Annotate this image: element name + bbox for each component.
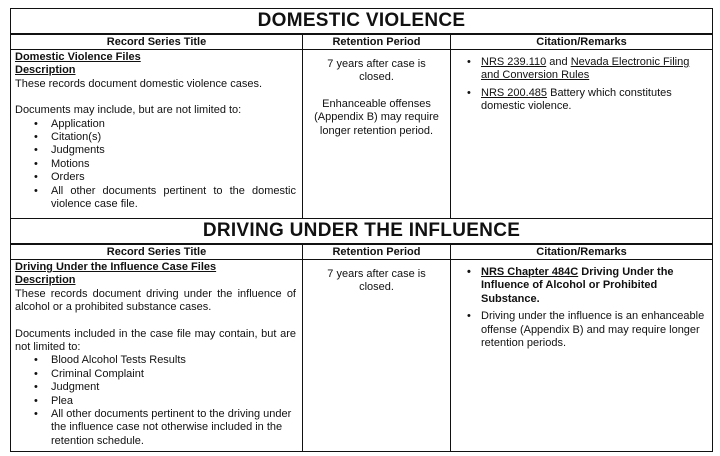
- citation-text: and: [546, 56, 571, 68]
- header-retention-period: Retention Period: [303, 35, 451, 50]
- section-title-domestic-violence: DOMESTIC VIOLENCE: [11, 9, 712, 34]
- header-retention-period: Retention Period: [303, 245, 451, 260]
- list-item: • Plea: [51, 395, 296, 408]
- citation-cell: [451, 260, 713, 452]
- citation-item: [481, 266, 706, 306]
- list-item: • Orders: [51, 171, 296, 184]
- retention-note: Enhanceable offenses (Appendix B) may require longer retention period.: [314, 97, 439, 137]
- list-item: • Blood Alcohol Tests Results: [51, 354, 296, 367]
- statute-link[interactable]: NRS Chapter 484C: [481, 266, 579, 278]
- statute-link[interactable]: NRS 200.485: [481, 86, 548, 99]
- list-item: • Motions: [51, 158, 296, 171]
- retention-period-text: 7 years after case is closed.: [327, 58, 426, 84]
- document-list: [15, 354, 296, 448]
- list-item: • All other documents pertinent to the driving under the influence case not otherwise included in the retention schedule.: [51, 408, 296, 448]
- citation-item: • Driving under the influence is an enhanceable offense (Appendix B) and may require longer retention periods.: [481, 310, 706, 350]
- header-record-series-title: Record Series Title: [11, 245, 303, 260]
- description-text: These records document driving under the influence of alcohol or a prohibited substance cases.: [15, 287, 296, 314]
- citation-cell: [451, 50, 713, 219]
- citation-item: [481, 56, 706, 83]
- record-series-cell: [11, 50, 303, 219]
- citation-list: [457, 266, 706, 350]
- description-label: Description: [15, 274, 76, 287]
- list-item: • Judgment: [51, 381, 296, 394]
- retention-period-cell: [303, 260, 451, 452]
- includes-intro: Documents included in the case file may contain, but are not limited to:: [15, 327, 296, 354]
- record-series-title: Domestic Violence Files: [15, 51, 141, 63]
- section-title-driving-under-the-influence: DRIVING UNDER THE INFLUENCE: [11, 219, 712, 244]
- document-list: [15, 118, 296, 212]
- list-item: • Citation(s): [51, 131, 296, 144]
- list-item: • Criminal Complaint: [51, 368, 296, 381]
- citation-list: [457, 56, 706, 114]
- description-text: These records document domestic violence cases.: [15, 77, 263, 90]
- statute-link[interactable]: NRS 239.110: [481, 56, 547, 68]
- header-citation-remarks: Citation/Remarks: [451, 245, 713, 260]
- record-series-title: Driving Under the Influence Case Files: [15, 261, 217, 273]
- description-label: Description: [15, 64, 76, 77]
- list-item: • All other documents pertinent to the domestic violence case file.: [51, 185, 296, 212]
- retention-period-text: 7 years after case is closed.: [327, 268, 426, 294]
- citation-text: Battery which constitutes domestic violence.: [481, 86, 672, 113]
- header-record-series-title: Record Series Title: [11, 35, 303, 50]
- statute-link[interactable]: Nevada Electronic Filing and Conversion Rules: [481, 56, 690, 82]
- list-item: • Application: [51, 118, 296, 131]
- citation-item: [481, 87, 706, 114]
- retention-period-cell: [303, 50, 451, 219]
- record-series-cell: [11, 260, 303, 452]
- list-item: • Judgments: [51, 144, 296, 157]
- header-citation-remarks: Citation/Remarks: [451, 35, 713, 50]
- includes-intro: Documents may include, but are not limited to:: [15, 104, 242, 117]
- retention-schedule-table: [10, 8, 713, 452]
- citation-text: Driving Under the Influence of Alcohol or Prohibited Substance.: [481, 266, 674, 305]
